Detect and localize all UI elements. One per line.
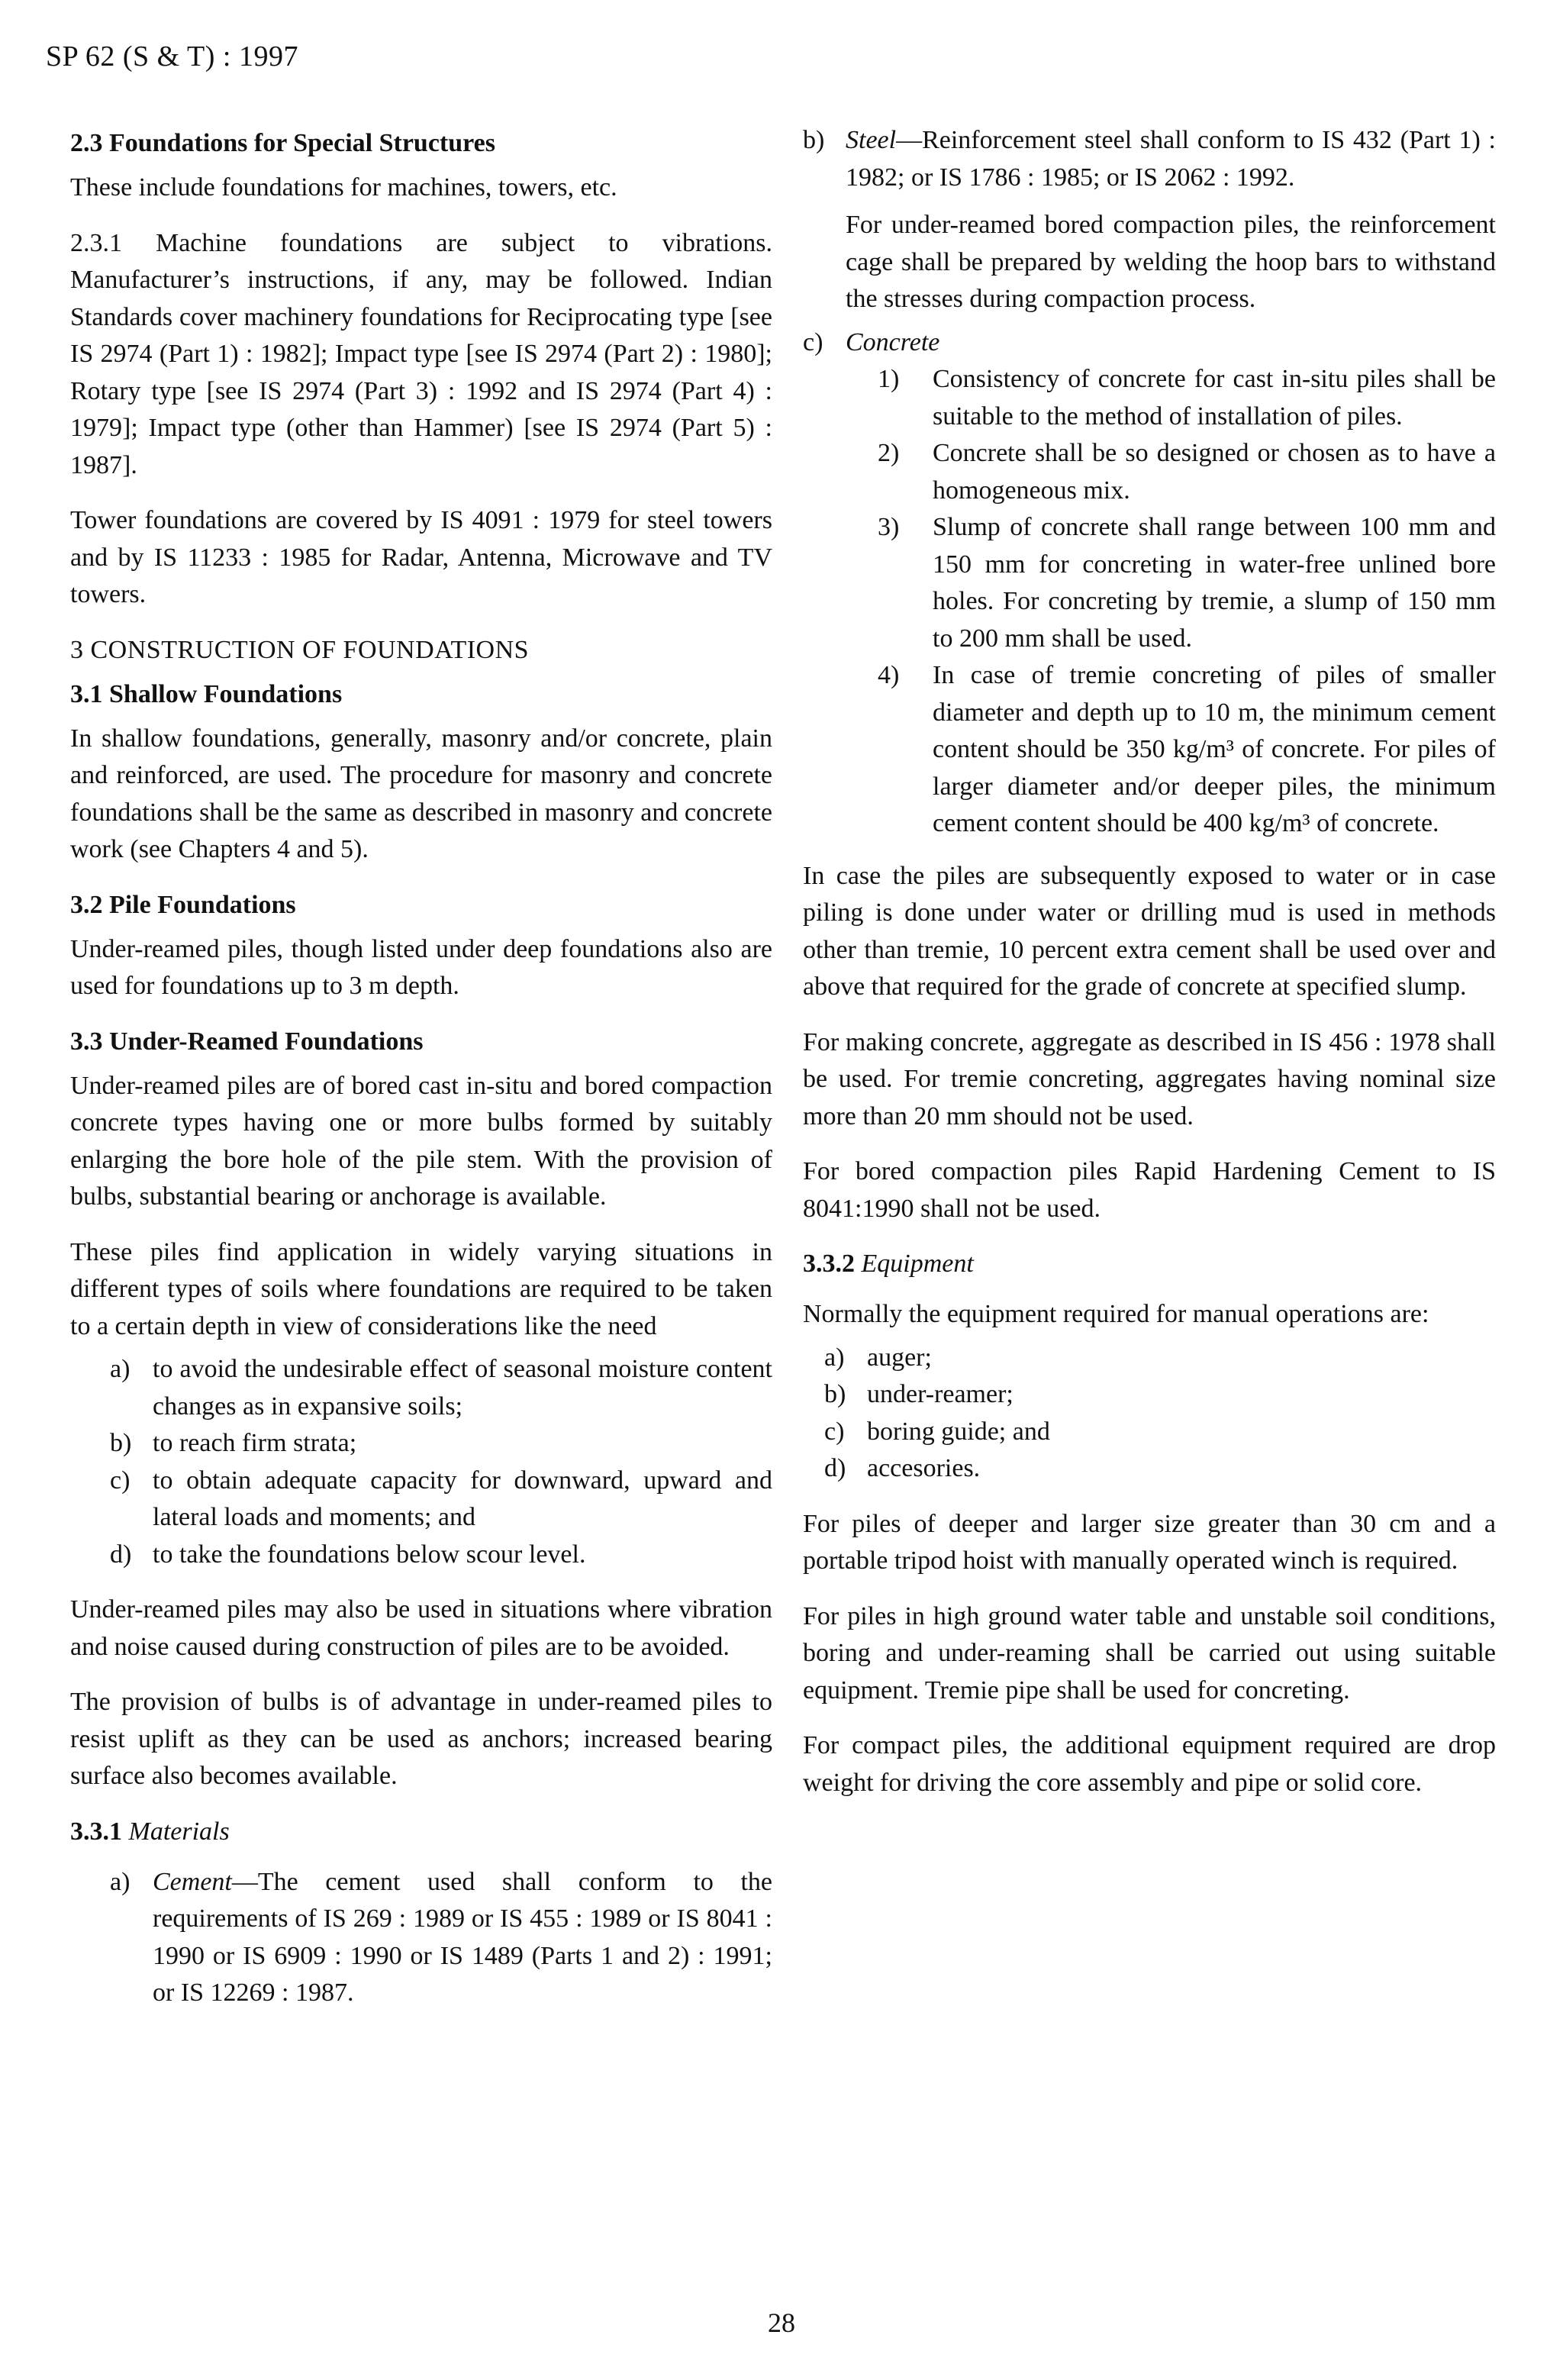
rapid-hardening-paragraph: For bored compaction piles Rapid Hardening Cement to IS 8041:1990 shall not be used. xyxy=(803,1157,1496,1223)
section-3-1-heading: 3.1 Shallow Foundations xyxy=(70,679,343,708)
list-item xyxy=(878,361,1496,435)
section-2-3-heading: 2.3 Foundations for Special Structures xyxy=(70,129,495,157)
list-item-label: c) xyxy=(110,1466,131,1495)
section-3-3-heading: 3.3 Under-Reamed Foundations xyxy=(70,1027,424,1056)
extra-cement-paragraph: In case the piles are subsequently exposed to water or in case piling is done under water or drilling mud is used in methods other than tremie, 10 percent extra cement shall be used over and above that required for the grade of concrete at specified slump. xyxy=(803,861,1496,1001)
clause-3-3-2-heading xyxy=(803,1246,1496,1282)
cement-term: Cement xyxy=(153,1867,232,1896)
steel-item xyxy=(803,122,1496,196)
list-item-label: b) xyxy=(824,1380,846,1408)
list-item-text: auger; xyxy=(867,1343,932,1372)
cement-requirement xyxy=(153,1864,772,2012)
list-item-text: to avoid the undesirable effect of seasonal moisture content changes as in expansive soils; xyxy=(153,1355,772,1421)
clause-2-3-1: 2.3.1 Machine foundations are subject to vibrations. Manufacturer’s instructions, if any, may be followed. Indian Standards cover machinery foundations for Reciprocating type [see IS 2974 (Part 1) : 1982]; Impact type [see IS 2974 (Part 2) : 1980]; Rotary type [see IS 2974 (Part 3) : 1992 and IS 2974 (Part 4) : 1979]; Impact type (other than Hammer) [see IS 2974 (Part 5) : 1987]. xyxy=(70,228,772,479)
list-item-text: Concrete shall be so designed or chosen as to have a homogeneous mix. xyxy=(933,439,1496,505)
list-item xyxy=(878,435,1496,509)
steel-term: Steel xyxy=(846,126,897,154)
section-3-3-paragraph-2: These piles find application in widely varying situations in different types of soils where foundations are required to be taken to a certain depth in view of considerations like the need xyxy=(70,1237,772,1340)
list-item-text: under-reamer; xyxy=(867,1380,1014,1408)
list-item xyxy=(803,1450,1496,1488)
list-item xyxy=(803,1376,1496,1414)
list-item xyxy=(803,1414,1496,1451)
list-item xyxy=(70,1537,772,1574)
list-item-label: d) xyxy=(824,1454,846,1482)
list-item-text: to take the foundations below scour level. xyxy=(153,1540,586,1569)
list-item xyxy=(878,509,1496,657)
list-item-text: boring guide; and xyxy=(867,1417,1050,1446)
cement-text: —The cement used shall conform to the requirements of IS 269 : 1989 or IS 455 : 1989 or IS 8041 : 1990 or IS 6909 : 1990 or IS 1489 (Parts 1 and 2) : 1991; or IS 12269 : 1987. xyxy=(153,1867,772,2007)
list-item-text: accesories. xyxy=(867,1454,981,1482)
list-item xyxy=(803,324,1496,362)
list-item-label: a) xyxy=(110,1867,131,1896)
section-3-1-text: In shallow foundations, generally, masonry and/or concrete, plain and reinforced, are used. The procedure for masonry and concrete foundations shall be the same as described in masonry and concrete work (see Chapters 4 and 5). xyxy=(70,724,772,863)
list-item xyxy=(803,1340,1496,1377)
concrete-item xyxy=(803,324,1496,362)
concrete-term: Concrete xyxy=(846,327,940,356)
section-3-3-paragraph-4: The provision of bulbs is of advantage in under-reamed piles to resist uplift as they can be used as anchors; increased bearing surface also becomes available. xyxy=(70,1688,772,1790)
equipment-intro: Normally the equipment required for manual operations are: xyxy=(803,1300,1429,1328)
list-item xyxy=(878,657,1496,843)
section-3-heading: 3 CONSTRUCTION OF FOUNDATIONS xyxy=(70,635,530,664)
list-item-text: Slump of concrete shall range between 100 mm and 150 mm for concreting in water-free unlined bore holes. For concreting by tremie, a slump of 150 mm to 200 mm shall be used. xyxy=(933,513,1496,653)
clause-number: 3.3.2 xyxy=(803,1250,855,1278)
reinforcement-cage-paragraph: For under-reamed bored compaction piles, the reinforcement cage shall be prepared by welding the hoop bars to withstand the stresses during compaction process. xyxy=(846,211,1496,313)
list-item-label: a) xyxy=(824,1343,845,1372)
section-3-2-text: Under-reamed piles, though listed under deep foundations also are used for foundations up to 3 m depth. xyxy=(70,934,772,1000)
page-number: 28 xyxy=(768,2307,795,2338)
equipment-list xyxy=(803,1340,1496,1488)
list-item-label: b) xyxy=(803,126,825,154)
right-column xyxy=(803,122,1496,1820)
ground-water-paragraph: For piles in high ground water table and unstable soil conditions, boring and under-reaming shall be carried out using suitable equipment. Tremie pipe shall be used for concreting. xyxy=(803,1601,1496,1704)
list-item-label: d) xyxy=(110,1540,132,1569)
list-item-text: to reach firm strata; xyxy=(153,1429,357,1457)
list-item-label: 2) xyxy=(878,439,900,467)
list-item-label: 1) xyxy=(878,365,900,393)
list-item-label: b) xyxy=(110,1429,132,1457)
list-item-text: Consistency of concrete for cast in-situ piles shall be suitable to the method of installation of piles. xyxy=(933,365,1496,431)
clause-3-3-1-heading xyxy=(70,1814,772,1850)
section-3-3-paragraph-3: Under-reamed piles may also be used in situations where vibration and noise caused during construction of piles are to be avoided. xyxy=(70,1595,772,1661)
section-3-3-paragraph-1: Under-reamed piles are of bored cast in-situ and bored compaction concrete types having one or more bulbs formed by suitably enlarging the bore hole of the pile stem. With the provision of bulbs, substantial bearing or anchorage is available. xyxy=(70,1071,772,1211)
materials-list xyxy=(70,1864,772,2012)
aggregate-paragraph: For making concrete, aggregate as described in IS 456 : 1978 shall be used. For tremie concreting, aggregates having nominal size more than 20 mm should not be used. xyxy=(803,1027,1496,1130)
clause-title: Materials xyxy=(128,1817,230,1846)
running-header: SP 62 (S & T) : 1997 xyxy=(46,40,298,73)
concrete-requirements-list xyxy=(878,361,1496,843)
steel-requirement xyxy=(846,122,1496,196)
list-item xyxy=(803,122,1496,196)
steel-text: —Reinforcement steel shall conform to IS 432 (Part 1) : 1982; or IS 1786 : 1985; or IS 2062 : 1992. xyxy=(846,126,1496,192)
section-3-2-heading: 3.2 Pile Foundations xyxy=(70,890,296,919)
compact-piles-paragraph: For compact piles, the additional equipment required are drop weight for driving the core assembly and pipe or solid core. xyxy=(803,1731,1496,1797)
list-item xyxy=(70,1425,772,1463)
list-item xyxy=(70,1463,772,1537)
section-2-3-intro: These include foundations for machines, towers, etc. xyxy=(70,173,617,202)
left-column xyxy=(70,122,772,2030)
list-item-label: c) xyxy=(803,327,823,356)
list-item-text: In case of tremie concreting of piles of smaller diameter and depth up to 10 m, the minimum cement content should be 350 kg/m³ of concrete. For piles of larger diameter and/or deeper piles, the minimum cement content should be 400 kg/m³ of concrete. xyxy=(933,661,1496,837)
list-item-label: a) xyxy=(110,1355,131,1383)
list-item-label: c) xyxy=(824,1417,845,1446)
clause-title: Equipment xyxy=(861,1250,974,1278)
list-item xyxy=(70,1864,772,2012)
tower-foundations-paragraph: Tower foundations are covered by IS 4091 : 1979 for steel towers and by IS 11233 : 1985 for Radar, Antenna, Microwave and TV towers. xyxy=(70,506,772,608)
list-item-label: 4) xyxy=(878,661,900,689)
clause-number: 3.3.1 xyxy=(70,1817,122,1846)
considerations-list xyxy=(70,1351,772,1573)
list-item-label: 3) xyxy=(878,513,900,541)
list-item-text: to obtain adequate capacity for downward, upward and lateral loads and moments; and xyxy=(153,1466,772,1531)
list-item xyxy=(70,1351,772,1425)
deeper-piles-paragraph: For piles of deeper and larger size greater than 30 cm and a portable tripod hoist with manually operated winch is required. xyxy=(803,1509,1496,1575)
